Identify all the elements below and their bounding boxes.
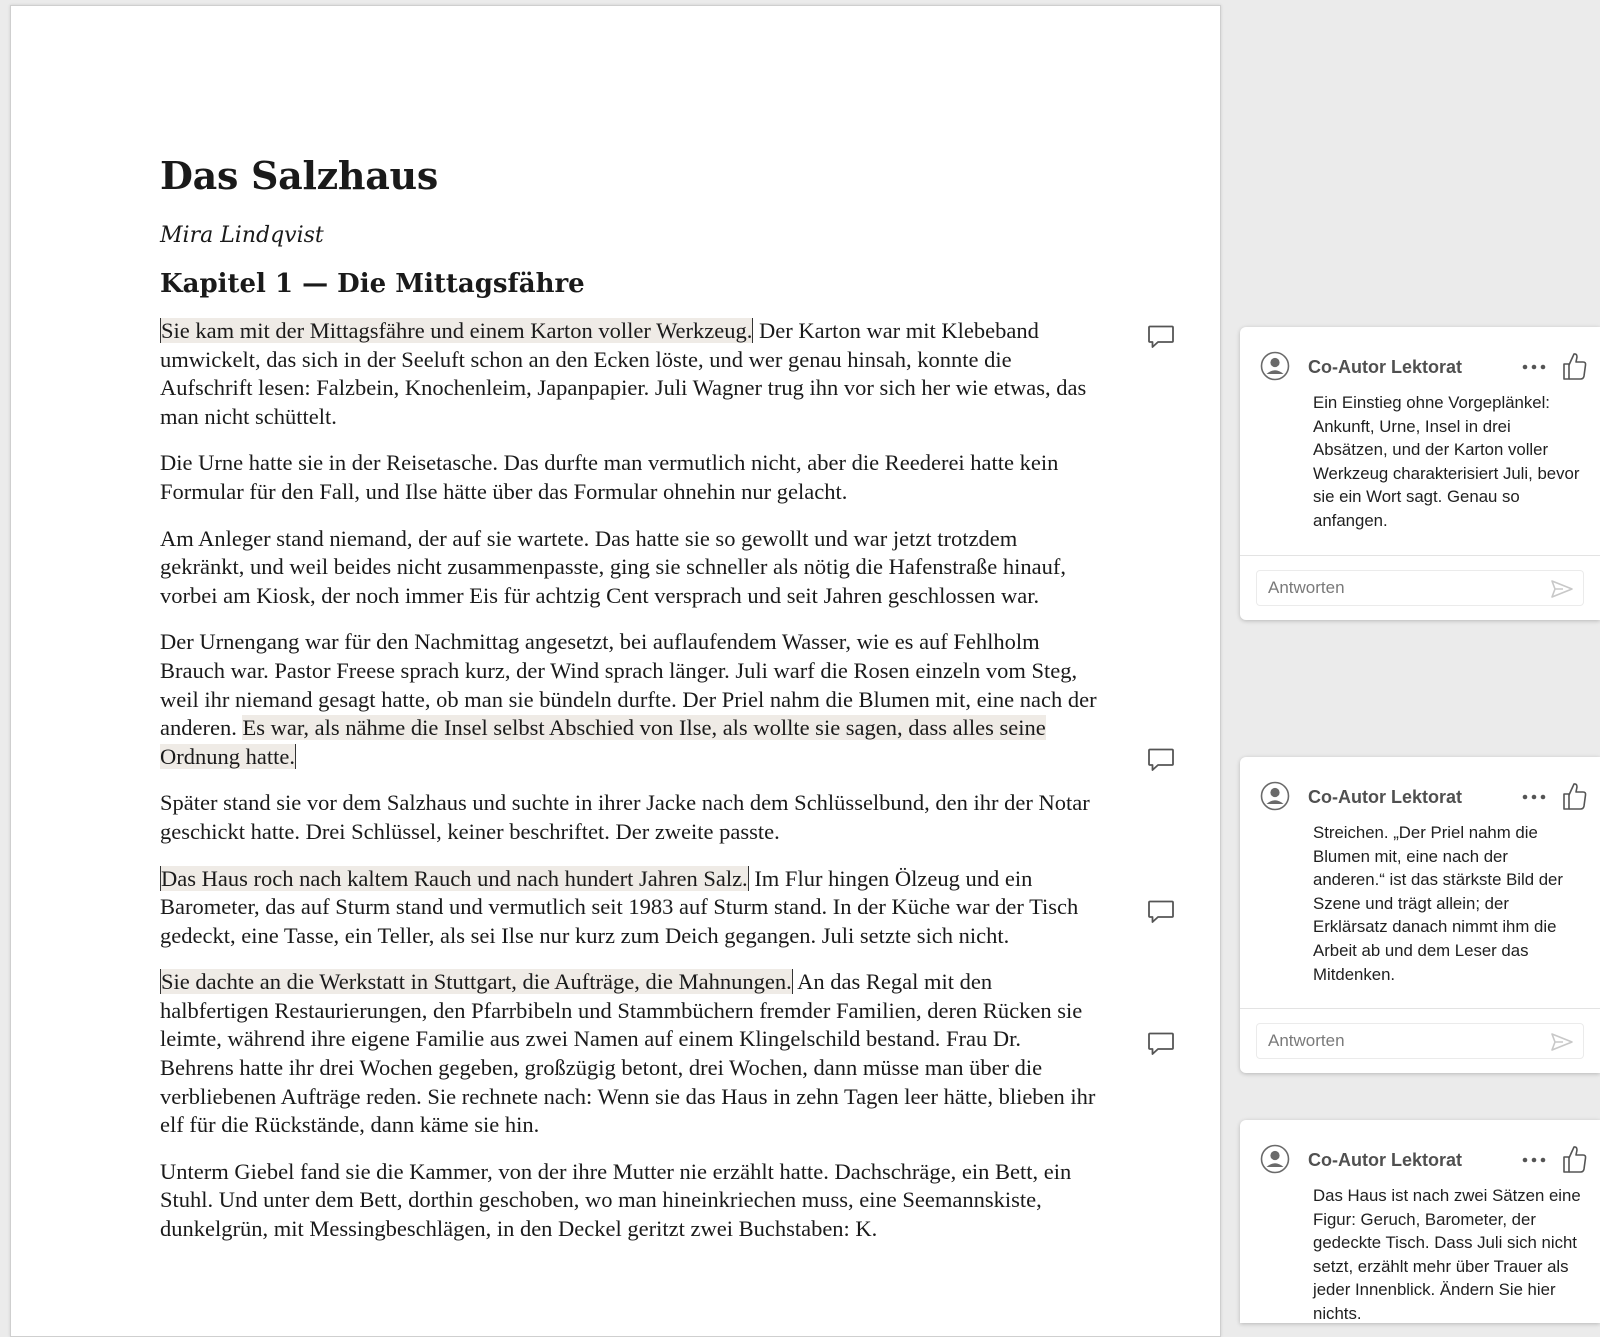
- paragraph: Später stand sie vor dem Salzhaus und suchte in ihrer Jacke nach dem Schlüsselbund, den ihr der Notar geschickt hatte. Drei Schlüssel, keiner beschriftet. Der zweite passte.: [160, 790, 1090, 844]
- send-icon[interactable]: [1550, 1031, 1574, 1053]
- reply-box[interactable]: [1256, 570, 1584, 606]
- avatar-icon: [1260, 1144, 1290, 1174]
- paragraph: Die Urne hatte sie in der Reisetasche. Das durfte man vermutlich nicht, aber die Reederei hatte kein Formular für den Fall, und Ilse hätte über das Formular ohnehin nur gelacht.: [160, 450, 1059, 504]
- reply-input[interactable]: [1256, 1023, 1550, 1059]
- paragraph-text: Der Urnengang war für den Nachmittag angesetzt, bei auflaufendem Wasser, wie es auf Fehlholm Brauch war. Pastor Freese sprach kurz, der Wind sprach länger. Juli warf die Rosen einzeln vom Steg, weil ihr niemand gesagt hatte, ob man sie bündeln durfte. Der Priel nahm die Blumen mit, eine nach der anderen.: [160, 629, 1097, 741]
- document-author: Mira Lindqvist: [160, 223, 324, 248]
- paragraph-text: Im Flur hingen Ölzeug und ein Barometer, das auf Sturm stand und vermutlich seit 1983 auf Sturm stand. In der Küche war der Tisch gedeckt, eine Tasse, ein Teller, als sei Ilse nur kurz zum Deich gegangen. Juli setzte sich nicht.: [160, 865, 1079, 948]
- paragraph-text: Der Karton war mit Klebeband umwickelt, das sich in der Seeluft schon an den Ecken löste, und wer genau hinsah, konnte die Aufschrift lesen: Falzbein, Knochenleim, Japanpapier. Juli Wagner trug ihn vor sich her wie etwas, das man nicht schüttelt.: [160, 318, 1087, 429]
- paragraph: [160, 968, 1100, 1140]
- comment-icon[interactable]: [1147, 899, 1175, 925]
- reply-box[interactable]: [1256, 1023, 1584, 1059]
- reply-area: [1240, 1008, 1600, 1073]
- commented-text-highlight[interactable]: Das Haus roch nach kaltem Rauch und nach hundert Jahren Salz.: [161, 865, 748, 891]
- paragraph-text: An das Regal mit den halbfertigen Restaurierungen, den Pfarrbibeln und Stammbüchern fremder Familien, deren Rücken sie leimte, während ihre eigene Familie aus zwei Namen auf einem Klingelschild bestand. Frau Dr. Behrens hatte ihr drei Wochen gegeben, großzügig betont, drei Wochen, dann müsse man über die verbliebenen Aufträge reden. Sie rechnete nach: Wenn sie das Haus in zehn Tagen leer hätte, blieben ihr elf für die Rückstände, dann käme sie hin.: [160, 969, 1096, 1138]
- commented-text-highlight[interactable]: Es war, als nähme die Insel selbst Abschied von Ilse, als wollte sie sagen, dass alles seine Ordnung hatte.: [160, 715, 1046, 769]
- send-icon[interactable]: [1550, 578, 1574, 600]
- thumbs-up-icon[interactable]: [1562, 781, 1588, 811]
- more-icon[interactable]: [1520, 786, 1548, 808]
- paragraph: Am Anleger stand niemand, der auf sie wartete. Das hatte sie so gewollt und war jetzt trotzdem gekränkt, und weil beides nicht zusammenpasste, ging sie schneller als nötig die Hafenstraße hinauf, vorbei am Kiosk, der noch immer Eis für achtzig Cent versprach und seit Jahren geschlossen war.: [160, 525, 1066, 608]
- comment-text: Das Haus ist nach zwei Sätzen eine Figur: Geruch, Barometer, der gedeckte Tisch. Dass Juli sich nicht setzt, erzählt mehr über Trauer als jeder Innenblick. Ändern Sie hier nichts.: [1313, 1186, 1581, 1323]
- thumbs-up-icon[interactable]: [1562, 351, 1588, 381]
- comment-card[interactable]: [1240, 757, 1600, 1073]
- avatar-icon: [1260, 781, 1290, 811]
- comment-icon[interactable]: [1147, 324, 1175, 350]
- comment-author: Co-Autor Lektorat: [1308, 787, 1462, 807]
- thumbs-up-icon[interactable]: [1562, 1144, 1588, 1174]
- document-page[interactable]: [10, 5, 1221, 1337]
- reply-input[interactable]: [1256, 570, 1550, 606]
- commented-text-highlight[interactable]: Sie kam mit der Mittagsfähre und einem Karton voller Werkzeug.: [161, 318, 753, 343]
- comment-author: Co-Autor Lektorat: [1308, 1150, 1462, 1170]
- document-body[interactable]: [160, 131, 1100, 1244]
- avatar-icon: [1260, 351, 1290, 381]
- more-icon[interactable]: [1520, 1149, 1548, 1171]
- comment-card[interactable]: [1240, 327, 1600, 620]
- paragraph: [160, 317, 1100, 431]
- comment-author: Co-Autor Lektorat: [1308, 357, 1462, 377]
- more-icon[interactable]: [1520, 356, 1548, 378]
- commented-text-highlight[interactable]: Sie dachte an die Werkstatt in Stuttgart, die Aufträge, die Mahnungen.: [161, 969, 792, 995]
- comment-card[interactable]: [1240, 1120, 1600, 1323]
- paragraph: [160, 628, 1100, 771]
- comment-text: Ein Einstieg ohne Vorgeplänkel: Ankunft, Urne, Insel in drei Absätzen, und der Karton voller Werkzeug charakterisiert Juli, bevor sie ein Wort sagt. Genau so anfangen.: [1313, 393, 1580, 530]
- document-title: Das Salzhaus: [160, 153, 438, 198]
- paragraph: Unterm Giebel fand sie die Kammer, von der ihre Mutter nie erzählt hatte. Dachschräge, ein Bett, ein Stuhl. Und unter dem Bett, dorthin geschoben, wo man hineinkriechen muss, eine Seemannskiste, dunkelgrün, mit Messingbeschlägen, in den Deckel geritzt zwei Buchstaben: K.: [160, 1158, 1072, 1242]
- chapter-heading: Kapitel 1 — Die Mittagsfähre: [160, 269, 585, 299]
- paragraph: [160, 865, 1100, 951]
- comment-icon[interactable]: [1147, 747, 1175, 773]
- reply-area: [1240, 555, 1600, 620]
- comment-text: Streichen. „Der Priel nahm die Blumen mit, eine nach der anderen.“ ist das stärkste Bild der Szene und trägt allein; der Erklärsatz danach nimmt ihm die Arbeit ab und dem Leser das Mitdenken.: [1313, 823, 1563, 984]
- comment-icon[interactable]: [1147, 1031, 1175, 1057]
